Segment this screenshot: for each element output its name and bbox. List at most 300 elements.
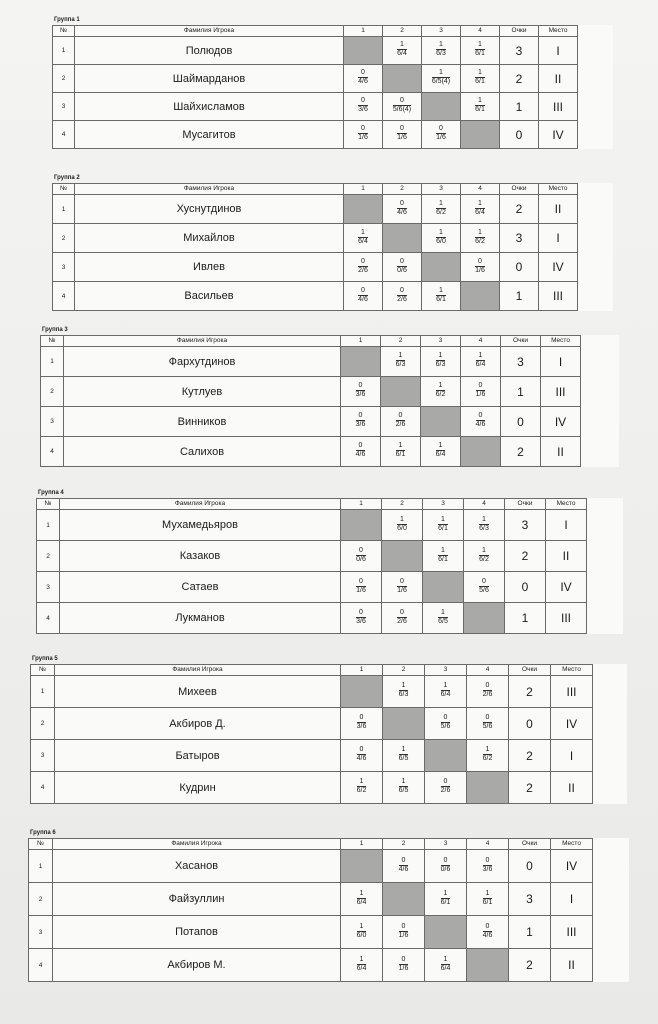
match-win-flag: 0 xyxy=(483,923,493,932)
player-points: 1 xyxy=(509,916,551,949)
match-result xyxy=(383,37,422,65)
player-row xyxy=(53,121,613,149)
score-box xyxy=(399,746,409,763)
player-place: III xyxy=(541,377,581,407)
match-score: 4/6 xyxy=(482,931,493,939)
match-score: 3/6 xyxy=(355,421,366,428)
score-box xyxy=(357,746,367,763)
header-col-3: 3 xyxy=(423,499,464,510)
match-result xyxy=(421,347,461,377)
score-box xyxy=(479,547,489,564)
score-box xyxy=(436,200,446,217)
score-box xyxy=(475,97,485,114)
header-place: Место xyxy=(551,839,593,850)
match-win-flag: 0 xyxy=(399,857,409,866)
match-result xyxy=(341,916,383,949)
match-score: 2/6 xyxy=(358,266,368,274)
score-box xyxy=(358,69,368,86)
match-win-flag: 1 xyxy=(357,890,367,899)
diagonal-cell xyxy=(422,253,461,282)
header-name: Фамилия Игрока xyxy=(75,184,344,195)
match-result xyxy=(383,949,425,982)
match-result xyxy=(341,541,382,572)
header-col-2: 2 xyxy=(383,839,425,850)
score-box xyxy=(441,682,451,699)
header-col-3: 3 xyxy=(422,184,461,195)
match-win-flag: 0 xyxy=(476,382,486,391)
match-score: 1/6 xyxy=(397,134,407,141)
match-result xyxy=(341,883,383,916)
score-box xyxy=(358,258,368,275)
player-name: Кудрин xyxy=(55,772,341,804)
player-points: 1 xyxy=(501,377,541,407)
player-num: 3 xyxy=(37,572,60,603)
player-name: Винников xyxy=(64,407,341,437)
match-win-flag: 0 xyxy=(357,746,367,755)
player-points: 0 xyxy=(500,121,539,149)
match-result xyxy=(383,850,425,883)
player-row xyxy=(29,916,629,949)
score-box xyxy=(356,609,366,626)
match-win-flag: 0 xyxy=(357,714,367,723)
match-win-flag: 0 xyxy=(483,857,493,866)
match-score: 2/6 xyxy=(397,295,407,303)
score-box xyxy=(441,778,451,795)
score-box xyxy=(436,382,446,399)
player-num: 1 xyxy=(41,347,64,377)
player-points: 2 xyxy=(501,437,541,467)
header-col-1: 1 xyxy=(341,336,381,347)
match-result xyxy=(341,949,383,982)
match-score: 6/0 xyxy=(356,931,367,939)
diagonal-cell xyxy=(381,377,421,407)
header-row xyxy=(37,499,623,510)
player-points: 0 xyxy=(501,407,541,437)
score-box xyxy=(357,923,367,940)
score-box xyxy=(436,125,446,142)
match-win-flag: 0 xyxy=(397,125,407,134)
match-result xyxy=(461,37,500,65)
match-score: 1/6 xyxy=(475,266,485,274)
score-box xyxy=(356,578,366,595)
match-result xyxy=(383,121,422,149)
score-box xyxy=(356,382,366,399)
match-win-flag: 0 xyxy=(356,412,366,421)
score-box xyxy=(475,229,485,246)
match-win-flag: 1 xyxy=(436,352,446,361)
score-box xyxy=(483,746,493,763)
match-result xyxy=(467,708,509,740)
match-score: 6/3 xyxy=(395,361,406,368)
player-place: II xyxy=(539,195,578,224)
header-col-4: 4 xyxy=(461,26,500,37)
match-result xyxy=(422,195,461,224)
score-box xyxy=(357,890,367,907)
match-result xyxy=(383,676,425,708)
player-place: III xyxy=(539,93,578,121)
score-box xyxy=(358,287,368,304)
player-place: I xyxy=(539,224,578,253)
header-col-4: 4 xyxy=(461,184,500,195)
header-num: № xyxy=(53,184,75,195)
match-result xyxy=(341,407,381,437)
score-box xyxy=(399,778,409,795)
match-score: 6/4 xyxy=(440,691,451,698)
match-win-flag: 1 xyxy=(475,69,485,78)
header-col-2: 2 xyxy=(381,336,421,347)
diagonal-cell xyxy=(422,93,461,121)
match-result xyxy=(382,510,423,541)
match-win-flag: 1 xyxy=(399,778,409,787)
match-score: 0/6 xyxy=(356,555,366,563)
player-num: 4 xyxy=(53,282,75,311)
header-name: Фамилия Игрока xyxy=(55,665,341,676)
match-win-flag: 1 xyxy=(438,547,448,556)
match-score: 4/6 xyxy=(358,78,368,85)
match-win-flag: 0 xyxy=(358,287,368,296)
player-name: Кутлуев xyxy=(64,377,341,407)
player-name: Казаков xyxy=(60,541,341,572)
score-box xyxy=(475,200,485,217)
match-win-flag: 0 xyxy=(356,547,366,556)
player-num: 1 xyxy=(29,850,53,883)
player-points: 1 xyxy=(500,93,539,121)
match-result xyxy=(467,740,509,772)
player-name: Акбиров Д. xyxy=(55,708,341,740)
player-row xyxy=(37,510,623,541)
match-win-flag: 1 xyxy=(475,200,485,209)
match-score: 6/1 xyxy=(395,451,406,458)
match-win-flag: 1 xyxy=(432,69,450,78)
match-win-flag: 0 xyxy=(358,125,368,134)
score-box xyxy=(397,578,407,595)
match-win-flag: 1 xyxy=(357,956,367,965)
player-row xyxy=(31,740,627,772)
score-box xyxy=(436,229,446,246)
header-col-1: 1 xyxy=(341,499,382,510)
player-points: 3 xyxy=(501,347,541,377)
match-win-flag: 0 xyxy=(397,200,407,209)
player-place: IV xyxy=(541,407,581,437)
match-win-flag: 1 xyxy=(357,923,367,932)
match-win-flag: 0 xyxy=(356,382,366,391)
player-name: Сатаев xyxy=(60,572,341,603)
player-row xyxy=(41,407,619,437)
match-win-flag: 1 xyxy=(436,442,446,451)
score-box xyxy=(441,857,451,874)
player-points: 0 xyxy=(509,850,551,883)
player-name: Шаймарданов xyxy=(75,65,344,93)
match-score: 5/6 xyxy=(482,723,493,730)
group-title: Группа 1 xyxy=(54,17,80,23)
match-result xyxy=(422,65,461,93)
score-box xyxy=(357,956,367,973)
match-score: 6/1 xyxy=(475,106,485,113)
match-win-flag: 0 xyxy=(397,258,407,267)
match-win-flag: 0 xyxy=(356,609,366,618)
player-points: 2 xyxy=(505,541,546,572)
match-score: 6/2 xyxy=(436,208,446,216)
player-points: 2 xyxy=(500,195,539,224)
match-win-flag: 0 xyxy=(479,578,489,587)
player-num: 2 xyxy=(41,377,64,407)
match-result xyxy=(341,572,382,603)
player-points: 3 xyxy=(500,37,539,65)
match-score: 6/5 xyxy=(438,617,448,625)
player-name: Фархутдинов xyxy=(64,347,341,377)
score-box xyxy=(483,890,493,907)
player-row xyxy=(37,541,623,572)
match-score: 6/1 xyxy=(440,898,451,906)
player-points: 2 xyxy=(509,676,551,708)
score-box xyxy=(479,516,489,533)
match-score: 6/1 xyxy=(475,50,485,57)
score-box xyxy=(397,200,407,217)
match-score: 1/6 xyxy=(436,134,446,141)
player-row xyxy=(53,37,613,65)
match-win-flag: 1 xyxy=(438,609,448,618)
header-col-1: 1 xyxy=(341,839,383,850)
match-win-flag: 0 xyxy=(399,956,409,965)
player-name: Батыров xyxy=(55,740,341,772)
player-place: III xyxy=(539,282,578,311)
header-col-4: 4 xyxy=(467,665,509,676)
player-name: Файзуллин xyxy=(53,883,341,916)
player-name: Мухамедьяров xyxy=(60,510,341,541)
match-result xyxy=(383,93,422,121)
header-col-4: 4 xyxy=(467,839,509,850)
player-num: 2 xyxy=(53,224,75,253)
diagonal-cell xyxy=(425,740,467,772)
match-result xyxy=(425,708,467,740)
header-name: Фамилия Игрока xyxy=(64,336,341,347)
score-box xyxy=(476,352,486,369)
match-win-flag: 0 xyxy=(397,609,407,618)
match-score: 4/6 xyxy=(475,421,486,428)
match-win-flag: 0 xyxy=(483,682,493,691)
diagonal-cell xyxy=(421,407,461,437)
header-num: № xyxy=(37,499,60,510)
match-score: 1/6 xyxy=(398,931,409,939)
score-box xyxy=(438,547,448,564)
match-result xyxy=(344,224,383,253)
standings-table xyxy=(36,498,623,634)
score-box xyxy=(483,714,493,731)
score-box xyxy=(356,412,366,429)
header-col-2: 2 xyxy=(383,665,425,676)
match-win-flag: 0 xyxy=(397,578,407,587)
match-win-flag: 1 xyxy=(357,778,367,787)
match-score: 6/4 xyxy=(435,451,446,458)
player-row xyxy=(53,282,613,311)
player-num: 2 xyxy=(31,708,55,740)
match-result xyxy=(341,437,381,467)
diagonal-cell xyxy=(341,347,381,377)
score-box xyxy=(357,714,367,731)
match-result xyxy=(467,850,509,883)
match-score: 6/0 xyxy=(397,524,407,532)
match-score: 6/3 xyxy=(435,361,446,368)
match-score: 3/6 xyxy=(358,106,368,113)
match-score: 6/1 xyxy=(438,524,448,532)
score-box xyxy=(483,682,493,699)
score-box xyxy=(399,923,409,940)
standings-table xyxy=(28,838,629,982)
match-score: 5/6 xyxy=(440,723,451,730)
match-win-flag: 1 xyxy=(396,352,406,361)
score-box xyxy=(475,258,485,275)
header-place: Место xyxy=(539,184,578,195)
player-num: 3 xyxy=(53,93,75,121)
match-score: 0/6 xyxy=(440,865,451,873)
header-row xyxy=(53,184,613,195)
header-row xyxy=(41,336,619,347)
diagonal-cell xyxy=(383,65,422,93)
header-place: Место xyxy=(551,665,593,676)
player-place: IV xyxy=(539,253,578,282)
player-row xyxy=(29,883,629,916)
match-score: 6/2 xyxy=(479,555,489,563)
player-place: I xyxy=(551,740,593,772)
match-score: 6/1 xyxy=(475,78,485,85)
match-result xyxy=(421,437,461,467)
match-win-flag: 1 xyxy=(483,746,493,755)
match-score: 3/6 xyxy=(356,617,366,625)
header-place: Место xyxy=(546,499,587,510)
standings-table xyxy=(52,183,613,311)
match-result xyxy=(344,282,383,311)
match-result xyxy=(461,93,500,121)
match-result xyxy=(461,224,500,253)
diagonal-cell xyxy=(461,121,500,149)
player-num: 2 xyxy=(29,883,53,916)
match-result xyxy=(425,772,467,804)
match-result xyxy=(383,772,425,804)
header-col-2: 2 xyxy=(383,26,422,37)
player-row xyxy=(53,253,613,282)
score-box xyxy=(475,69,485,86)
match-result xyxy=(464,572,505,603)
match-result xyxy=(425,676,467,708)
match-result xyxy=(461,195,500,224)
match-result xyxy=(422,282,461,311)
match-result xyxy=(422,37,461,65)
player-name: Ивлев xyxy=(75,253,344,282)
score-box xyxy=(436,41,446,58)
match-score: 6/1 xyxy=(482,898,493,906)
match-win-flag: 1 xyxy=(475,229,485,238)
match-win-flag: 0 xyxy=(436,125,446,134)
score-box xyxy=(397,609,407,626)
match-result xyxy=(381,437,421,467)
match-score: 1/6 xyxy=(358,134,368,141)
diagonal-cell xyxy=(461,437,501,467)
diagonal-cell xyxy=(341,676,383,708)
match-win-flag: 0 xyxy=(475,258,485,267)
match-score: 1/6 xyxy=(356,586,366,594)
match-win-flag: 0 xyxy=(358,97,368,106)
group-title: Группа 2 xyxy=(54,175,80,181)
score-box xyxy=(397,125,407,142)
player-row xyxy=(37,572,623,603)
match-win-flag: 1 xyxy=(476,352,486,361)
player-place: IV xyxy=(551,708,593,740)
match-result xyxy=(383,916,425,949)
diagonal-cell xyxy=(467,772,509,804)
player-points: 3 xyxy=(500,224,539,253)
match-score: 3/6 xyxy=(482,865,493,873)
player-points: 2 xyxy=(509,949,551,982)
header-row xyxy=(29,839,629,850)
player-num: 4 xyxy=(31,772,55,804)
player-num: 3 xyxy=(41,407,64,437)
match-win-flag: 1 xyxy=(438,516,448,525)
match-result xyxy=(423,510,464,541)
header-num: № xyxy=(29,839,53,850)
header-col-1: 1 xyxy=(344,184,383,195)
match-result xyxy=(383,282,422,311)
match-score: 4/6 xyxy=(397,208,407,216)
score-box xyxy=(356,442,366,459)
group-title: Группа 6 xyxy=(30,830,56,836)
player-points: 1 xyxy=(500,282,539,311)
match-score: 6/4 xyxy=(475,361,486,368)
match-score: 1/6 xyxy=(475,391,486,398)
header-points: Очки xyxy=(509,665,551,676)
match-result xyxy=(382,572,423,603)
player-row xyxy=(31,772,627,804)
match-score: 6/4 xyxy=(356,964,367,972)
player-points: 2 xyxy=(509,740,551,772)
score-box xyxy=(438,609,448,626)
score-box xyxy=(441,714,451,731)
player-place: II xyxy=(551,772,593,804)
player-row xyxy=(41,437,619,467)
header-num: № xyxy=(31,665,55,676)
match-score: 6/0 xyxy=(436,237,446,245)
group-title: Группа 3 xyxy=(42,327,68,333)
player-name: Михеев xyxy=(55,676,341,708)
match-result xyxy=(467,883,509,916)
score-box xyxy=(436,442,446,459)
player-row xyxy=(53,224,613,253)
header-col-4: 4 xyxy=(461,336,501,347)
player-num: 1 xyxy=(53,195,75,224)
match-win-flag: 0 xyxy=(441,714,451,723)
player-name: Хуснутдинов xyxy=(75,195,344,224)
player-place: III xyxy=(551,916,593,949)
score-box xyxy=(358,229,368,246)
player-row xyxy=(31,676,627,708)
player-num: 4 xyxy=(37,603,60,634)
standings-table xyxy=(40,335,619,467)
header-col-3: 3 xyxy=(422,26,461,37)
match-result xyxy=(422,121,461,149)
match-result xyxy=(461,65,500,93)
player-num: 3 xyxy=(53,253,75,282)
match-win-flag: 0 xyxy=(441,778,451,787)
player-num: 1 xyxy=(37,510,60,541)
match-result xyxy=(467,916,509,949)
match-score: 6/3 xyxy=(436,50,446,57)
match-score: 1/6 xyxy=(398,964,409,972)
match-result xyxy=(381,407,421,437)
match-score: 6/4 xyxy=(397,50,407,57)
header-points: Очки xyxy=(500,184,539,195)
player-place: I xyxy=(541,347,581,377)
player-place: III xyxy=(546,603,587,634)
score-box xyxy=(436,352,446,369)
